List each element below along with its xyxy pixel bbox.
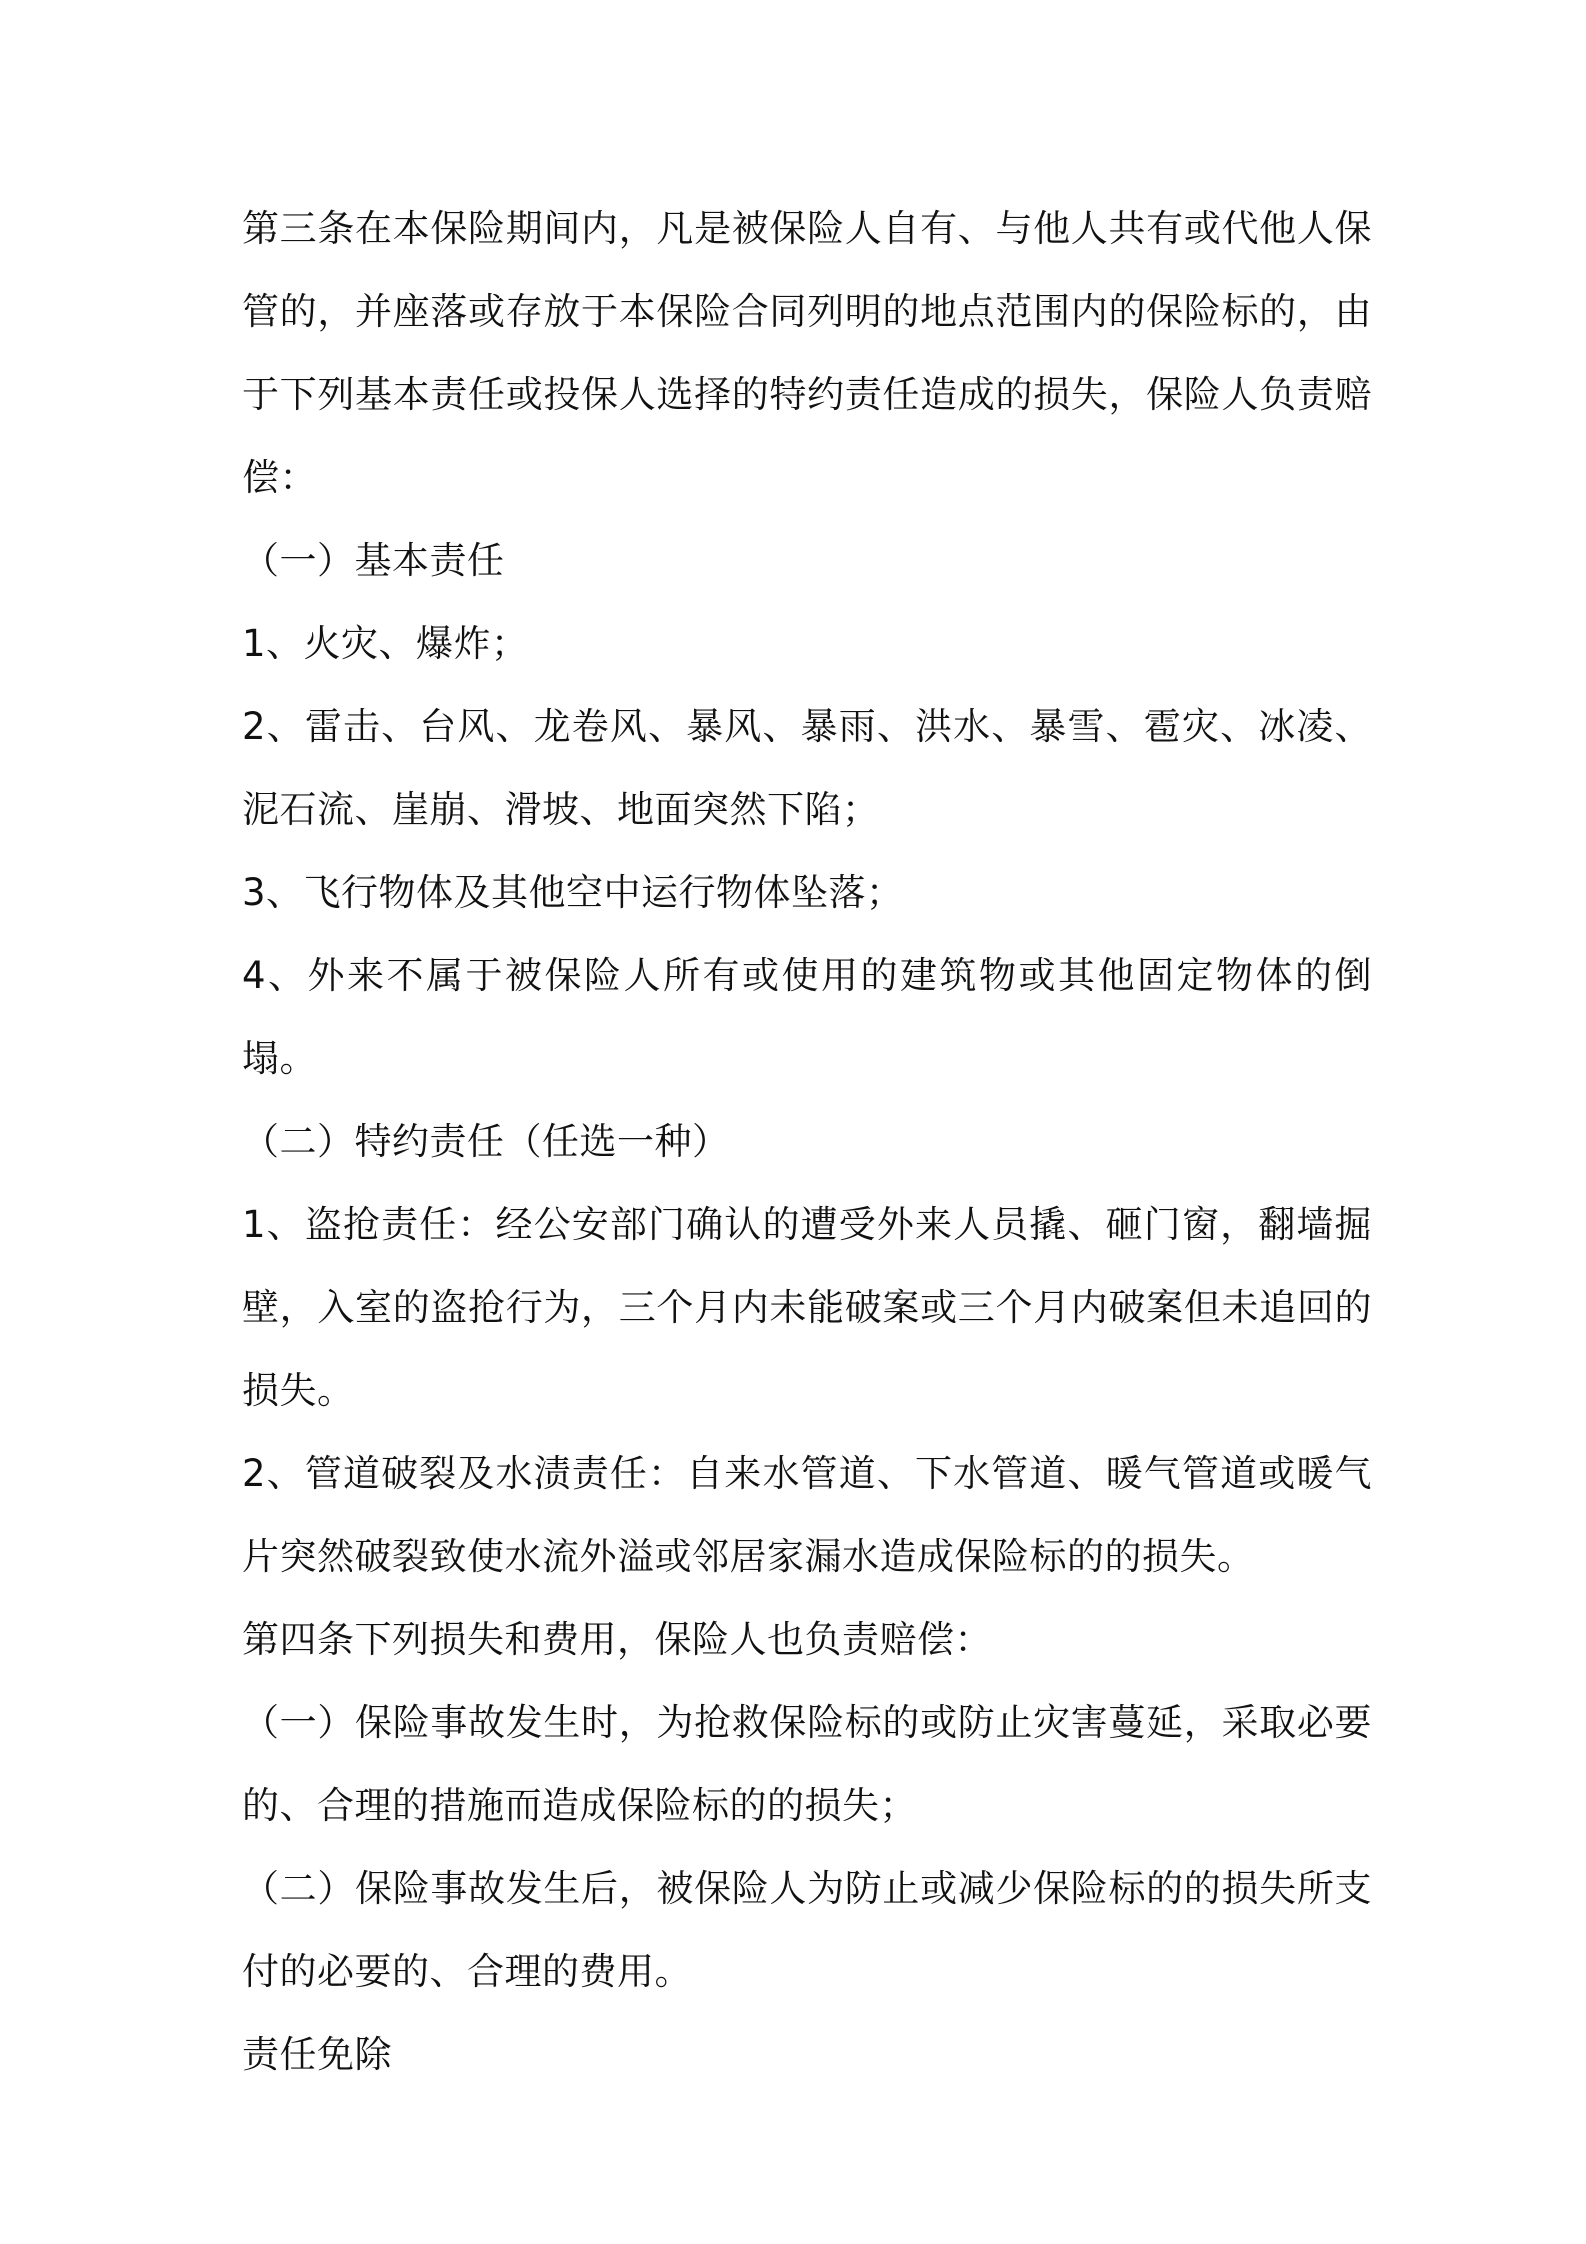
document-body	[242, 187, 1372, 2096]
article-4-item-1: （一）保险事故发生时，为抢救保险标的或防止灾害蔓延，采取必要的、合理的措施而造成保险标的的损失；	[242, 1701, 1372, 1827]
basic-liability-heading: （一）基本责任	[242, 539, 505, 582]
article-4-paragraph: 第四条下列损失和费用，保险人也负责赔偿：	[242, 1618, 992, 1661]
basic-liability-item-1: 1、火灾、爆炸；	[242, 622, 529, 665]
special-liability-item-1: 1、盗抢责任：经公安部门确认的遭受外来人员撬、砸门窗，翻墙掘壁，入室的盗抢行为，三个月内未能破案或三个月内破案但未追回的损失。	[242, 1203, 1372, 1412]
basic-liability-item-4: 4、外来不属于被保险人所有或使用的建筑物或其他固定物体的倒塌。	[242, 954, 1372, 1080]
exclusions-heading: 责任免除	[242, 2033, 392, 2076]
article-4-item-2: （二）保险事故发生后，被保险人为防止或减少保险标的的损失所支付的必要的、合理的费用。	[242, 1867, 1372, 1993]
special-liability-item-2: 2、管道破裂及水渍责任：自来水管道、下水管道、暖气管道或暖气片突然破裂致使水流外溢或邻居家漏水造成保险标的的损失。	[242, 1452, 1372, 1578]
special-liability-heading: （二）特约责任（任选一种）	[242, 1120, 730, 1163]
article-3-paragraph: 第三条在本保险期间内，凡是被保险人自有、与他人共有或代他人保管的，并座落或存放于本保险合同列明的地点范围内的保险标的，由于下列基本责任或投保人选择的特约责任造成的损失，保险人负责赔偿：	[242, 207, 1372, 499]
basic-liability-item-2: 2、雷击、台风、龙卷风、暴风、暴雨、洪水、暴雪、雹灾、冰凌、泥石流、崖崩、滑坡、地面突然下陷；	[242, 705, 1372, 831]
basic-liability-item-3: 3、飞行物体及其他空中运行物体坠落；	[242, 871, 904, 914]
